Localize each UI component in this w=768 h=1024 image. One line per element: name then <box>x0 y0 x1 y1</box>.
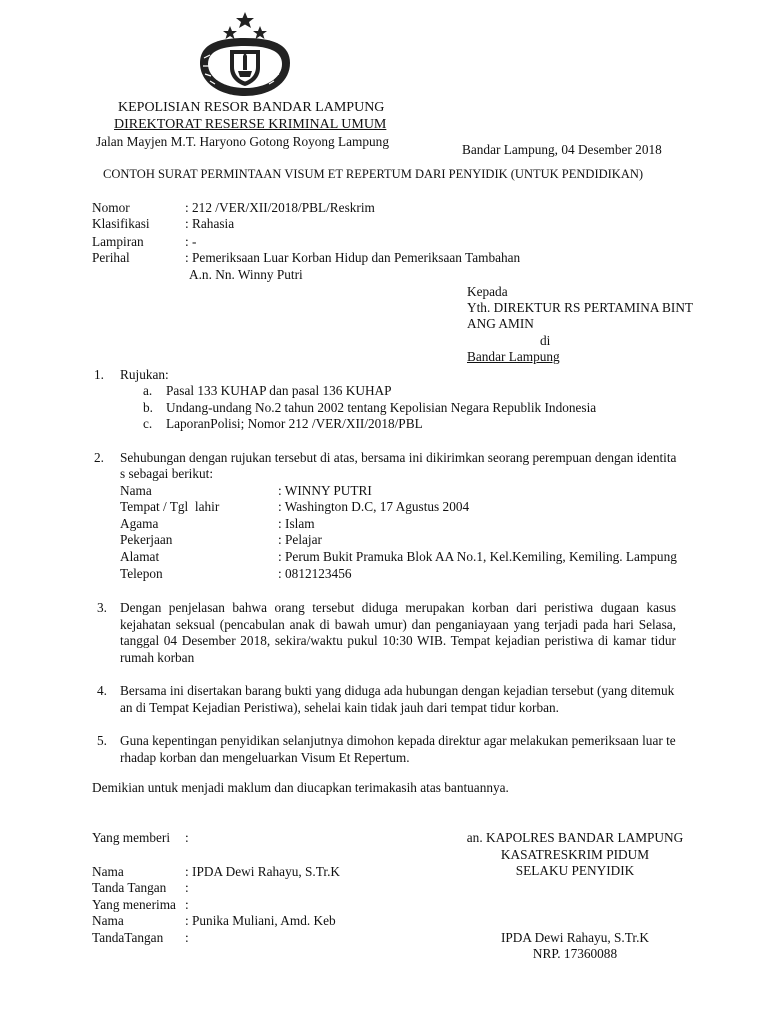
section-1-item-b: Undang-undang No.2 tahun 2002 tentang Kepolisian Negara Republik Indonesia <box>166 400 597 415</box>
section-3-line-1: Dengan penjelasan bahwa orang tersebut diduga merupakan korban dari peristiwa dugaan kasus <box>120 600 676 615</box>
sig-label-tanda-tangan-1: Tanda Tangan <box>92 880 167 895</box>
identity-label-alamat: Alamat <box>120 549 160 564</box>
section-3-number: 3. <box>97 600 107 615</box>
section-5-line-2: rhadap korban dan mengeluarkan Visum Et Repertum. <box>120 749 410 765</box>
sig-right-name: IPDA Dewi Rahayu, S.Tr.K <box>500 930 649 945</box>
meta-label-nomor: Nomor <box>92 200 130 215</box>
recipient-kepada: Kepada <box>467 284 508 299</box>
identity-label-telepon: Telepon <box>120 566 163 581</box>
meta-label-klasifikasi: Klasifikasi <box>92 216 150 231</box>
meta-label-lampiran: Lampiran <box>92 234 144 249</box>
meta-value-lampiran: : - <box>185 234 197 249</box>
section-4-line-1: Bersama ini disertakan barang bukti yang diduga ada hubungan dengan kejadian tersebut (yang ditemuk <box>120 683 675 698</box>
sig-value-nama-pemberi: : IPDA Dewi Rahayu, S.Tr.K <box>185 864 341 879</box>
identity-label-agama: Agama <box>120 516 159 531</box>
sig-right-line-3: SELAKU PENYIDIK <box>515 863 635 878</box>
meta-value-nomor: : 212 /VER/XII/2018/PBL/Reskrim <box>185 200 375 215</box>
section-1-item-a-letter: a. <box>143 383 153 398</box>
section-2-number: 2. <box>94 450 104 465</box>
sig-label-yang-memberi: Yang memberi <box>92 830 171 845</box>
sig-label-yang-menerima: Yang menerima <box>92 897 176 912</box>
sig-value-yang-memberi: : <box>185 830 189 845</box>
perihal-continuation: A.n. Nn. Winny Putri <box>189 267 303 282</box>
section-4-number: 4. <box>97 683 107 698</box>
document-title: CONTOH SURAT PERMINTAAN VISUM ET REPERTUM DARI PENYIDIK (UNTUK PENDIDIKAN) <box>103 167 644 181</box>
sig-right-line-1: an. KAPOLRES BANDAR LAMPUNG <box>466 830 684 845</box>
place-date: Bandar Lampung, 04 Desember 2018 <box>462 142 662 157</box>
meta-value-perihal: : Pemeriksaan Luar Korban Hidup dan Pemeriksaan Tambahan <box>185 250 521 265</box>
section-1-item-c-letter: c. <box>143 416 153 431</box>
section-3-line-4: rumah korban <box>120 649 195 665</box>
section-1-item-b-letter: b. <box>143 400 153 415</box>
meta-label-perihal: Perihal <box>92 250 130 265</box>
sig-value-tanda-tangan-2: : <box>185 930 189 945</box>
section-5-line-1: Guna kepentingan penyidikan selanjutnya dimohon kepada direktur agar melakukan pemeriksaan luar te <box>120 733 676 748</box>
sig-label-tanda-tangan-2: TandaTangan <box>92 930 164 945</box>
header-line-1: KEPOLISIAN RESOR BANDAR LAMPUNG <box>118 100 385 115</box>
section-3-text <box>120 600 676 666</box>
sig-value-nama-penerima: : Punika Muliani, Amd. Keb <box>185 913 336 928</box>
sig-value-yang-menerima: : <box>185 897 189 912</box>
recipient-yth-2: ANG AMIN <box>467 316 534 331</box>
recipient-yth-1: Yth. DIREKTUR RS PERTAMINA BINT <box>467 300 694 315</box>
closing-statement: Demikian untuk menjadi maklum dan diucapkan terimakasih atas bantuannya. <box>92 780 509 795</box>
police-emblem-logo <box>190 8 300 98</box>
section-3-line-3: tanggal 04 Desember 2018, sekira/waktu pukul 10:30 WIB. Tempat kejadian peristiwa di kamar tidur <box>120 633 676 648</box>
identity-value-ttl: : Washington D.C, 17 Agustus 2004 <box>278 499 470 514</box>
section-2-line-2: s sebagai berikut: <box>120 466 214 481</box>
header-address: Jalan Mayjen M.T. Haryono Gotong Royong Lampung <box>96 134 389 149</box>
section-1-item-c: LaporanPolisi; Nomor 212 /VER/XII/2018/PBL <box>166 416 423 431</box>
meta-value-klasifikasi: : Rahasia <box>185 216 235 231</box>
identity-label-nama: Nama <box>120 483 152 498</box>
identity-value-pekerjaan: : Pelajar <box>278 532 322 547</box>
section-1-title: Rujukan: <box>120 367 169 382</box>
identity-label-ttl: Tempat / Tgl lahir <box>120 499 220 514</box>
identity-value-agama: : Islam <box>278 516 315 531</box>
section-4-line-2: an di Tempat Kejadian Peristiwa), sehelai kain tidak jauh dari tempat tidur korban. <box>120 699 559 715</box>
recipient-city: Bandar Lampung <box>467 349 560 364</box>
section-1-number: 1. <box>94 367 104 382</box>
sig-label-nama-penerima: Nama <box>92 913 124 928</box>
identity-value-telepon: : 0812123456 <box>278 566 352 581</box>
sig-value-tanda-tangan-1: : <box>185 880 189 895</box>
identity-value-nama: : WINNY PUTRI <box>278 483 372 498</box>
sig-label-nama-pemberi: Nama <box>92 864 124 879</box>
header-line-2: DIREKTORAT RESERSE KRIMINAL UMUM <box>114 117 387 132</box>
sig-right-line-2: KASATRESKRIM PIDUM <box>500 847 650 862</box>
section-3-line-2: kejahatan seksual (pencabulan anak di bawah umur) dan penganiayaan yang terjadi pada hari Selasa, <box>120 616 676 632</box>
section-2-line-1: Sehubungan dengan rujukan tersebut di atas, bersama ini dikirimkan seorang perempuan dengan identita <box>120 450 677 465</box>
section-1-item-a: Pasal 133 KUHAP dan pasal 136 KUHAP <box>166 383 392 398</box>
section-4-text <box>120 683 676 716</box>
identity-value-alamat: : Perum Bukit Pramuka Blok AA No.1, Kel.Kemiling, Kemiling. Lampung <box>278 549 677 564</box>
identity-label-pekerjaan: Pekerjaan <box>120 532 173 547</box>
sig-right-nrp: NRP. 17360088 <box>532 946 618 961</box>
recipient-di: di <box>540 333 551 348</box>
section-5-text <box>120 733 676 766</box>
section-5-number: 5. <box>97 733 107 748</box>
